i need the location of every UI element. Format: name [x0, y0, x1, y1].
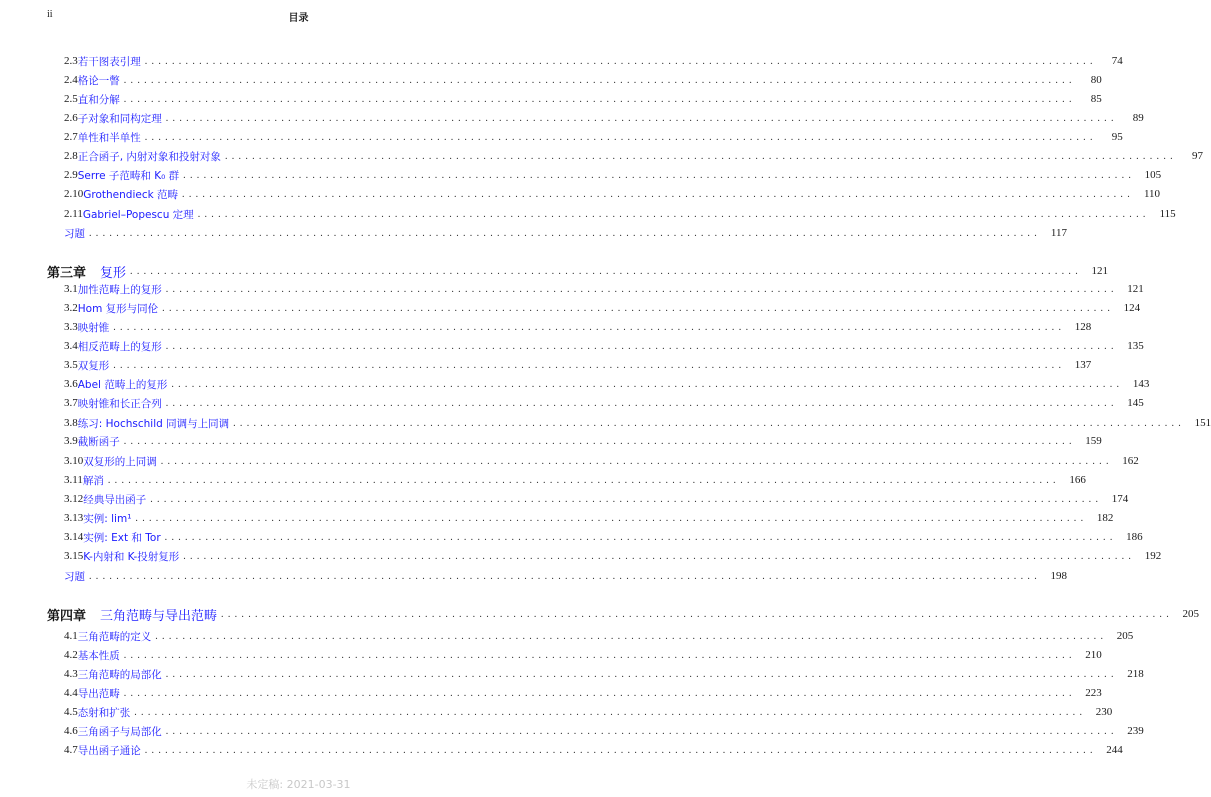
section-number: 3.2: [64, 302, 78, 314]
section-number: 2.8: [64, 150, 78, 162]
page-number: 121: [1091, 265, 1109, 277]
toc-section-entry[interactable]: [64, 280, 1144, 298]
page-number: 223: [1085, 687, 1102, 699]
leader-dots: ............................................................................................................................................: [165, 340, 1118, 352]
section-number: 2.6: [64, 112, 78, 124]
leader-dots: ............................................................................................................................................: [160, 455, 1113, 467]
entry-title-link[interactable]: 加性范畴上的复形: [77, 283, 162, 296]
toc-section-entry[interactable]: [64, 90, 1102, 108]
toc-section-entry[interactable]: [64, 185, 1161, 203]
leader-dots: ............................................................................................................................................: [113, 321, 1066, 333]
header-page-number: ii: [47, 9, 53, 20]
entry-title-link[interactable]: 三角范畴的局部化: [77, 668, 162, 681]
section-number: 3.1: [64, 283, 78, 295]
section-number: 4.3: [64, 668, 78, 680]
leader-dots: ............................................................................................................................................: [165, 112, 1118, 124]
leader-dots: ............................................................................................................................................: [123, 649, 1076, 661]
section-number: 4.7: [64, 744, 78, 756]
page-number: 137: [1074, 359, 1092, 371]
page-number: 205: [1116, 630, 1134, 642]
entry-title-link[interactable]: Serre 子范畴和 K₀ 群: [77, 169, 180, 182]
leader-dots: ............................................................................................................................................: [183, 169, 1136, 181]
page-number: 244: [1106, 744, 1123, 756]
toc-section-entry[interactable]: [64, 356, 1092, 374]
section-number: 3.3: [64, 321, 78, 333]
page-number: 105: [1144, 169, 1162, 181]
toc-section-entry[interactable]: [64, 646, 1102, 664]
page-number: 117: [1050, 227, 1067, 239]
page-number: 97: [1191, 150, 1203, 162]
section-number: 3.4: [64, 340, 78, 352]
leader-dots: ............................................................................................................................................: [182, 188, 1135, 200]
leader-dots: ............................................................................................................................................: [165, 668, 1118, 680]
entry-title-link[interactable]: 截断函子: [77, 435, 120, 448]
toc-section-entry[interactable]: [64, 684, 1102, 702]
section-number: 4.2: [64, 649, 78, 661]
page-number: 186: [1126, 531, 1143, 543]
page-number: 80: [1090, 74, 1102, 86]
toc-section-entry[interactable]: [64, 452, 1139, 470]
toc-section-entry[interactable]: [64, 299, 1141, 317]
leader-dots: ............................................................................................................................................: [123, 93, 1076, 105]
page-number: 110: [1143, 188, 1161, 200]
toc-section-entry[interactable]: [64, 471, 1086, 489]
page-number: 135: [1127, 340, 1144, 352]
leader-dots: ............................................................................................................................................: [224, 150, 1177, 162]
chapter-number: 第四章: [47, 608, 87, 624]
toc-section-entry[interactable]: [64, 665, 1144, 683]
entry-title-link[interactable]: K-内射和 K-投射复形: [83, 550, 180, 563]
leader-dots: ............................................................................................................................................: [134, 706, 1087, 718]
section-number: 3.13: [64, 512, 84, 524]
entry-title-link[interactable]: Gabriel–Popescu 定理: [82, 208, 194, 221]
leader-dots: ............................................................................................................................................: [165, 283, 1118, 295]
section-number: 3.10: [64, 455, 84, 467]
page-number: 74: [1111, 55, 1123, 67]
leader-dots: ............................................................................................................................................: [165, 725, 1118, 737]
page-number: 230: [1095, 706, 1113, 718]
section-number: 3.7: [64, 397, 78, 409]
toc-chapter-entry[interactable]: [47, 260, 1109, 282]
section-number: 2.7: [64, 131, 78, 143]
section-number: 3.5: [64, 359, 78, 371]
entry-title-link[interactable]: 子对象和同构定理: [77, 112, 162, 125]
entry-title-link[interactable]: 直和分解: [77, 93, 120, 106]
toc-section-entry[interactable]: [64, 490, 1129, 508]
toc-section-entry[interactable]: [64, 394, 1144, 412]
entry-title-link[interactable]: 若干图表引理: [77, 55, 141, 68]
section-number: 4.5: [64, 706, 78, 718]
page-number: 145: [1127, 397, 1144, 409]
page-number: 143: [1132, 378, 1150, 390]
toc-exercise-entry[interactable]: [64, 567, 1067, 585]
section-number: 3.6: [64, 378, 78, 390]
draft-footer: 未定稿: 2021-03-31: [246, 778, 351, 791]
page-number: 95: [1111, 131, 1123, 143]
toc-section-entry[interactable]: [64, 128, 1123, 146]
leader-dots: ............................................................................................................................................: [89, 227, 1041, 239]
leader-dots: ............................................................................................................................................: [183, 550, 1136, 562]
entry-title-link[interactable]: 实例: Ext 和 Tor: [83, 531, 161, 544]
entry-title-link[interactable]: 基本性质: [77, 649, 120, 662]
toc-exercise-entry[interactable]: [64, 224, 1067, 242]
section-number: 3.8: [64, 417, 78, 429]
page-number: 166: [1069, 474, 1086, 486]
toc-section-entry[interactable]: [64, 147, 1203, 165]
leader-dots: ............................................................................................................................................: [144, 55, 1097, 67]
page-number: 159: [1085, 435, 1102, 447]
entry-title-link[interactable]: 经典导出函子: [83, 493, 147, 506]
section-number: 2.10: [64, 188, 84, 200]
toc-section-entry[interactable]: [64, 432, 1102, 450]
leader-dots: ............................................................................................................................................: [150, 493, 1103, 505]
entry-title-link[interactable]: 习题: [64, 570, 85, 583]
section-number: 3.12: [64, 493, 84, 505]
entry-title-link[interactable]: 三角范畴的定义: [77, 630, 152, 643]
entry-title-link[interactable]: 单性和半单性: [77, 131, 141, 144]
entry-title-link[interactable]: 导出函子通论: [77, 744, 141, 757]
toc-section-entry[interactable]: [64, 337, 1144, 355]
entry-title-link[interactable]: 实例: lim¹: [83, 512, 132, 525]
page-number: 124: [1123, 302, 1141, 314]
toc-chapter-entry[interactable]: [47, 603, 1200, 625]
entry-title-link[interactable]: Abel 范畴上的复形: [77, 378, 168, 391]
entry-title-link[interactable]: 解消: [82, 474, 104, 487]
toc-section-entry[interactable]: [64, 109, 1144, 127]
page-number: 162: [1122, 455, 1139, 467]
toc-section-entry[interactable]: [64, 52, 1123, 70]
leader-dots: ............................................................................................................................................: [144, 744, 1097, 756]
section-number: 3.15: [64, 550, 84, 562]
entry-title-link[interactable]: 三角范畴与导出范畴: [100, 608, 218, 624]
leader-dots: ............................................................................................................................................: [155, 630, 1108, 642]
section-number: 3.14: [64, 531, 84, 543]
toc-section-entry[interactable]: [64, 528, 1143, 546]
header-title: 目录: [288, 13, 309, 24]
entry-title-link[interactable]: 复形: [100, 265, 127, 281]
leader-dots: ............................................................................................................................................: [89, 570, 1041, 582]
page-number: 89: [1132, 112, 1144, 124]
section-number: 4.6: [64, 725, 78, 737]
page-number: 85: [1090, 93, 1102, 105]
section-number: 3.9: [64, 435, 78, 447]
leader-dots: ............................................................................................................................................: [162, 302, 1115, 314]
entry-title-link[interactable]: 正合函子, 内射对象和投射对象: [77, 150, 221, 163]
leader-dots: ............................................................................................................................................: [165, 397, 1118, 409]
leader-dots: ............................................................................................................................................: [144, 131, 1097, 143]
entry-title-link[interactable]: Hom 复形与同伦: [77, 302, 159, 315]
page-number: 174: [1111, 493, 1129, 505]
leader-dots: ............................................................................................................................................: [221, 608, 1174, 620]
page-number: 198: [1050, 570, 1067, 582]
toc-section-entry[interactable]: [64, 547, 1162, 565]
page-number: 128: [1074, 321, 1092, 333]
section-number: 4.4: [64, 687, 78, 699]
toc-section-entry[interactable]: [64, 414, 1211, 432]
chapter-number: 第三章: [47, 265, 87, 281]
page-number: 218: [1127, 668, 1144, 680]
leader-dots: ............................................................................................................................................: [233, 417, 1186, 429]
toc-section-entry[interactable]: [64, 205, 1176, 223]
leader-dots: ............................................................................................................................................: [130, 265, 1083, 277]
page-number: 210: [1085, 649, 1102, 661]
entry-title-link[interactable]: 三角函子与局部化: [77, 725, 162, 738]
section-number: 3.11: [64, 474, 83, 486]
section-number: 2.11: [64, 208, 83, 220]
entry-title-link[interactable]: 格论一瞥: [77, 74, 120, 87]
entry-title-link[interactable]: 练习: Hochschild 同调与上同调: [77, 417, 230, 430]
toc-section-entry[interactable]: [64, 722, 1144, 740]
leader-dots: ............................................................................................................................................: [123, 687, 1076, 699]
toc-section-entry[interactable]: [64, 318, 1092, 336]
toc-section-entry[interactable]: [64, 375, 1150, 393]
entry-title-link[interactable]: 双复形的上同调: [83, 455, 157, 468]
leader-dots: ............................................................................................................................................: [113, 359, 1066, 371]
toc-section-entry[interactable]: [64, 71, 1102, 89]
page-number: 115: [1159, 208, 1176, 220]
entry-title-link[interactable]: 映射锥: [77, 321, 110, 334]
entry-title-link[interactable]: 双复形: [77, 359, 110, 372]
leader-dots: ............................................................................................................................................: [171, 378, 1124, 390]
entry-title-link[interactable]: 习题: [64, 227, 85, 240]
entry-title-link[interactable]: 导出范畴: [77, 687, 120, 700]
page-number: 205: [1182, 608, 1200, 620]
toc-section-entry[interactable]: [64, 703, 1113, 721]
section-number: 4.1: [64, 630, 78, 642]
toc-section-entry[interactable]: [64, 166, 1162, 184]
page-number: 182: [1096, 512, 1114, 524]
leader-dots: ............................................................................................................................................: [135, 512, 1088, 524]
leader-dots: ............................................................................................................................................: [123, 74, 1076, 86]
entry-title-link[interactable]: 态射和扩张: [77, 706, 131, 719]
section-number: 2.3: [64, 55, 78, 67]
section-number: 2.4: [64, 74, 78, 86]
leader-dots: ............................................................................................................................................: [197, 208, 1150, 220]
leader-dots: ............................................................................................................................................: [164, 531, 1117, 543]
entry-title-link[interactable]: Grothendieck 范畴: [83, 188, 179, 201]
entry-title-link[interactable]: 映射锥和长正合列: [77, 397, 162, 410]
entry-title-link[interactable]: 相反范畴上的复形: [77, 340, 162, 353]
toc-section-entry[interactable]: [64, 509, 1114, 527]
page-number: 151: [1194, 417, 1211, 429]
toc-section-entry[interactable]: [64, 741, 1123, 759]
leader-dots: ............................................................................................................................................: [123, 435, 1076, 447]
page-number: 192: [1144, 550, 1162, 562]
section-number: 2.5: [64, 93, 78, 105]
toc-section-entry[interactable]: [64, 627, 1134, 645]
page-number: 121: [1127, 283, 1144, 295]
leader-dots: ............................................................................................................................................: [107, 474, 1060, 486]
page-number: 239: [1127, 725, 1144, 737]
section-number: 2.9: [64, 169, 78, 181]
